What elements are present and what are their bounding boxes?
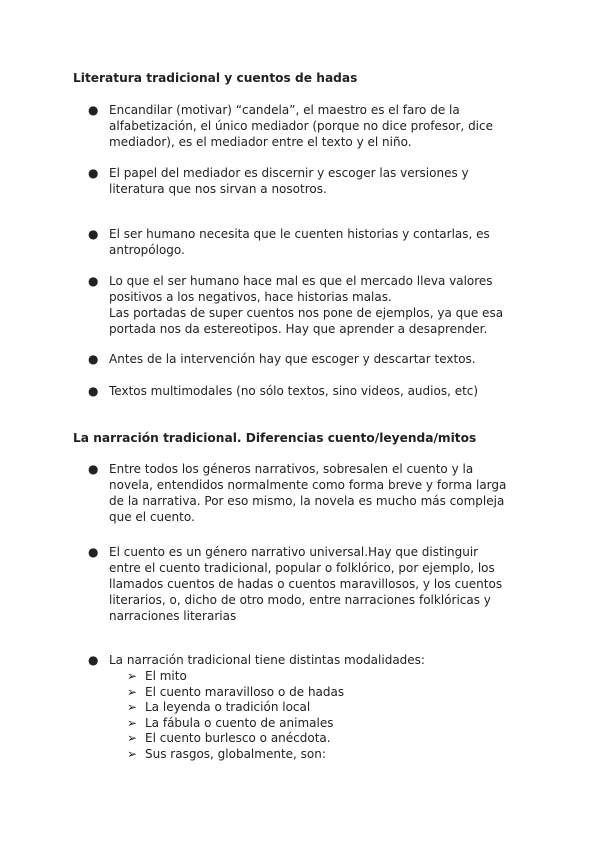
item-line: Las portadas de super cuentos nos pone de ejemplos, ya que esa bbox=[109, 305, 504, 320]
bullet-icon: ● bbox=[88, 653, 99, 667]
bullet-icon: ● bbox=[88, 545, 99, 559]
sub-item-text: Sus rasgos, globalmente, son: bbox=[145, 747, 326, 761]
arrow-icon: ➢ bbox=[127, 700, 138, 714]
bullet-icon: ● bbox=[88, 227, 99, 241]
sub-list-item bbox=[127, 700, 310, 716]
sub-list-item bbox=[127, 716, 333, 732]
section-title-narracion: La narración tradicional. Diferencias cuento/leyenda/mitos bbox=[73, 431, 477, 445]
item-line: literarios, o, dicho de otro modo, entre narraciones folklóricas y bbox=[109, 592, 491, 607]
sub-item-text: El mito bbox=[145, 669, 187, 683]
list-item bbox=[88, 227, 528, 259]
item-line: antropólogo. bbox=[109, 242, 185, 257]
item-line: positivos a los negativos, hace historias malas. bbox=[109, 289, 392, 304]
list-item bbox=[88, 352, 528, 368]
sub-item-text: El cuento burlesco o anécdota. bbox=[145, 731, 331, 745]
sub-item-text: La fábula o cuento de animales bbox=[145, 716, 334, 730]
sub-list-item bbox=[127, 669, 187, 685]
item-line: Entre todos los géneros narrativos, sobresalen el cuento y la bbox=[109, 462, 474, 476]
bullet-icon: ● bbox=[88, 462, 99, 476]
item-line: El cuento es un género narrativo universal.Hay que distinguir bbox=[109, 545, 479, 559]
sub-item-text: La leyenda o tradición local bbox=[145, 700, 311, 714]
item-line: El ser humano necesita que le cuenten historias y contarlas, es bbox=[109, 227, 490, 241]
arrow-icon: ➢ bbox=[127, 747, 138, 761]
list-item bbox=[88, 274, 528, 338]
list-item bbox=[88, 166, 528, 198]
sub-list-item bbox=[127, 731, 331, 747]
bullet-icon: ● bbox=[88, 384, 99, 398]
bullet-icon: ● bbox=[88, 352, 99, 366]
item-line: llamados cuentos de hadas o cuentos maravillosos, y los cuentos bbox=[109, 576, 503, 591]
item-line: Lo que el ser humano hace mal es que el mercado lleva valores bbox=[109, 274, 493, 288]
bullet-icon: ● bbox=[88, 103, 99, 117]
section-title-literatura: Literatura tradicional y cuentos de hadas bbox=[73, 71, 358, 85]
sub-list-item bbox=[127, 685, 344, 701]
item-line: portada nos da estereotipos. Hay que aprender a desaprender. bbox=[109, 321, 488, 336]
item-line: Antes de la intervención hay que escoger y descartar textos. bbox=[109, 352, 476, 366]
item-line: literatura que nos sirvan a nosotros. bbox=[109, 181, 327, 196]
arrow-icon: ➢ bbox=[127, 685, 138, 699]
item-line: entre el cuento tradicional, popular o folklórico, por ejemplo, los bbox=[109, 560, 495, 575]
arrow-icon: ➢ bbox=[127, 731, 138, 745]
arrow-icon: ➢ bbox=[127, 716, 138, 730]
list-item bbox=[88, 103, 528, 151]
item-line: El papel del mediador es discernir y escoger las versiones y bbox=[109, 166, 469, 180]
item-line: de la narrativa. Por eso mismo, la novela es mucho más compleja bbox=[109, 493, 505, 508]
item-line: Textos multimodales (no sólo textos, sino videos, audios, etc) bbox=[109, 384, 479, 398]
list-item bbox=[88, 462, 528, 526]
sub-list-item bbox=[127, 747, 326, 763]
item-line: que el cuento. bbox=[109, 509, 195, 524]
item-line: Encandilar (motivar) “candela”, el maestro es el faro de la bbox=[109, 103, 460, 117]
sub-item-text: El cuento maravilloso o de hadas bbox=[145, 685, 345, 699]
item-line: La narración tradicional tiene distintas modalidades: bbox=[109, 653, 425, 667]
list-item bbox=[88, 653, 528, 669]
bullet-icon: ● bbox=[88, 274, 99, 288]
arrow-icon: ➢ bbox=[127, 669, 138, 683]
list-item bbox=[88, 384, 528, 400]
bullet-icon: ● bbox=[88, 166, 99, 180]
item-line: novela, entendidos normalmente como forma breve y forma larga bbox=[109, 477, 507, 492]
item-line: alfabetización, el único mediador (porque no dice profesor, dice bbox=[109, 118, 493, 133]
item-line: mediador), es el mediador entre el texto y el niño. bbox=[109, 134, 412, 149]
list-item bbox=[88, 545, 528, 625]
item-line: narraciones literarias bbox=[109, 608, 237, 623]
